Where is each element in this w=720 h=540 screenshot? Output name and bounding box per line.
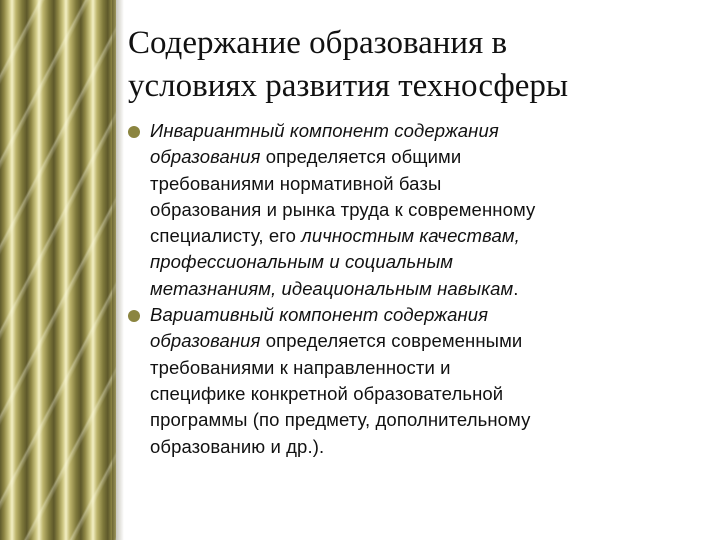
text-segment: образованию и др.). <box>150 435 325 457</box>
text-segment: образования и рынка труда к современному <box>150 198 536 220</box>
bullet-text-line <box>150 197 703 223</box>
bullet-item <box>128 302 703 460</box>
italic-text-segment: профессиональным и социальным <box>150 251 454 273</box>
italic-text-segment: Вариативный компонент содержания <box>150 304 489 326</box>
italic-text-segment: образования <box>150 146 261 168</box>
gold-circle-bullet-icon <box>128 310 140 322</box>
title-line: условиях развития техносферы <box>128 68 569 104</box>
bullet-text-line <box>150 144 703 170</box>
italic-text-segment: метазнаниям, идеациональным навыкам <box>150 277 514 299</box>
bullet-item <box>128 118 703 302</box>
text-segment: программы (по предмету, дополнительному <box>150 409 531 431</box>
text-segment: определяется общими <box>260 146 462 168</box>
gold-column-decoration <box>0 0 116 540</box>
bullet-list <box>128 118 703 460</box>
title-line: Содержание образования в <box>128 25 508 61</box>
bullet-text-line <box>150 171 703 197</box>
text-segment: требованиями к направленности и <box>150 356 451 378</box>
bullet-text-line <box>150 302 703 328</box>
bullet-text-line <box>150 118 703 144</box>
italic-text-segment: личностным качествам, <box>301 225 520 247</box>
italic-text-segment: Инвариантный компонент содержания <box>150 120 499 141</box>
text-segment: требованиями нормативной базы <box>150 172 442 194</box>
bullet-text-line <box>150 407 703 433</box>
text-segment: определяется современными <box>260 330 523 352</box>
bullet-text-line <box>150 434 703 460</box>
italic-text-segment: образования <box>150 330 261 352</box>
gold-circle-bullet-icon <box>128 126 140 138</box>
slide-title <box>128 22 698 108</box>
column-shadow <box>112 0 124 540</box>
bullet-text-line <box>150 276 703 302</box>
text-segment: специалисту, его <box>150 225 302 247</box>
bullet-text-line <box>150 328 703 354</box>
bullet-text-line <box>150 381 703 407</box>
text-segment: . <box>513 277 519 299</box>
bullet-text-line <box>150 223 703 249</box>
text-segment: специфике конкретной образовательной <box>150 382 504 404</box>
bullet-text-line <box>150 355 703 381</box>
bullet-text-line <box>150 249 703 275</box>
